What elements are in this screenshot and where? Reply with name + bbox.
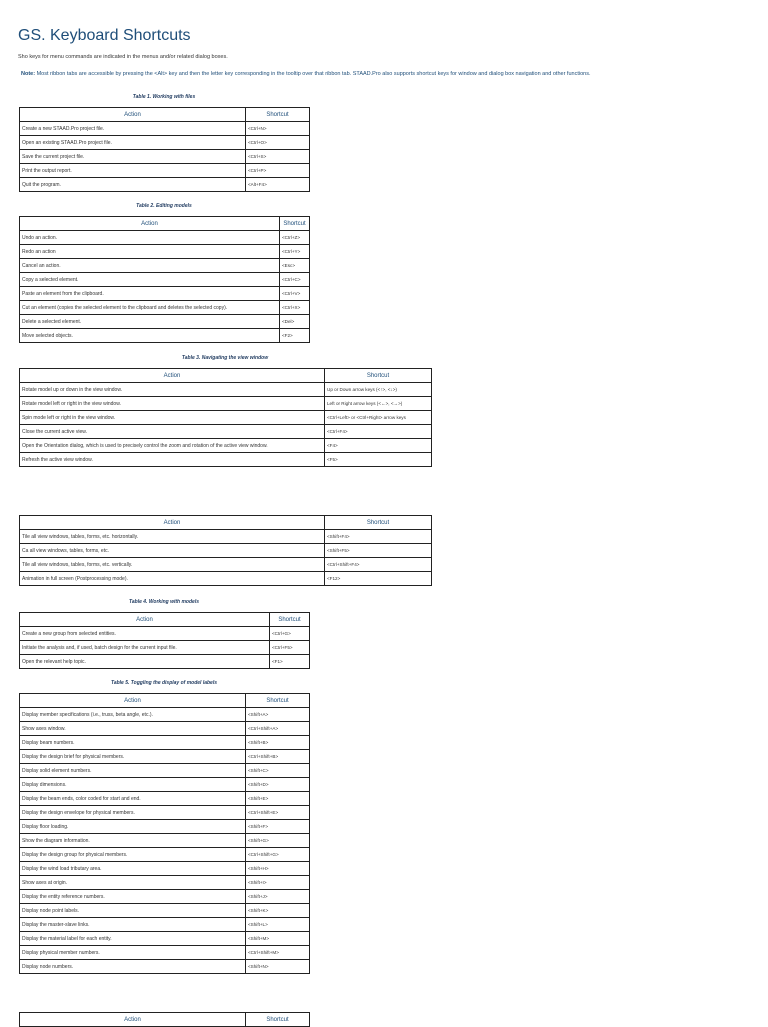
- header-shortcut: Shortcut: [246, 108, 310, 122]
- action-cell: Create a new STAAD.Pro project file.: [20, 122, 246, 136]
- action-cell: Show axes at origin.: [20, 876, 246, 890]
- action-cell: Display the entity reference numbers.: [20, 890, 246, 904]
- action-cell: Ca all view windows, tables, forms, etc.: [20, 544, 325, 558]
- action-cell: Close the current active view.: [20, 425, 325, 439]
- action-cell: Rotate model left or right in the view window.: [20, 397, 325, 411]
- files-table: [19, 107, 310, 192]
- table-row: [20, 946, 310, 960]
- action-cell: Quit the program.: [20, 178, 246, 192]
- action-cell: Show the diagram information.: [20, 834, 246, 848]
- table-row: [20, 627, 310, 641]
- shortcut-cell: <F5>: [325, 453, 432, 467]
- table-row: [20, 820, 310, 834]
- header-action: Action: [20, 613, 270, 627]
- table-row: [20, 329, 310, 343]
- action-cell: Print the output report.: [20, 164, 246, 178]
- shortcut-cell: <Ctrl+F5>: [270, 641, 310, 655]
- shortcut-cell: <Ctrl+Shift+G>: [246, 848, 310, 862]
- table-row: [20, 641, 310, 655]
- table-row: [20, 904, 310, 918]
- shortcut-cell: <Ctrl+N>: [246, 122, 310, 136]
- action-cell: Initiate the analysis and, if used, batch design for the current input file.: [20, 641, 270, 655]
- header-action: Action: [20, 516, 325, 530]
- shortcut-cell: <Shift+N>: [246, 960, 310, 974]
- note-text: Most ribbon tabs are accessible by pressing the <Alt> key and then the letter key corresponding in the tooltip over that ribbon tab. STAAD.Pro also supports shortcut keys for window and dialog box navigation and other functions.: [36, 71, 591, 77]
- table-row: [20, 736, 310, 750]
- note-label: Note:: [21, 71, 36, 77]
- note-paragraph: [21, 71, 590, 77]
- table-row: [20, 383, 432, 397]
- shortcut-cell: <Shift+C>: [246, 764, 310, 778]
- action-cell: Rotate model up or down in the view window.: [20, 383, 325, 397]
- page-title: GS. Keyboard Shortcuts: [18, 27, 191, 44]
- shortcut-cell: <Ctrl+S>: [246, 150, 310, 164]
- table-row: [20, 231, 310, 245]
- table-row: [20, 439, 432, 453]
- shortcut-cell: <Ctrl+Shift+B>: [246, 750, 310, 764]
- shortcut-cell: <Shift+G>: [246, 834, 310, 848]
- header-action: Action: [20, 217, 280, 231]
- table-row: [20, 778, 310, 792]
- shortcut-cell: <Shift+K>: [246, 904, 310, 918]
- table-row: [20, 453, 432, 467]
- table-caption: Table 4. Working with models: [128, 599, 199, 605]
- table-header-row: [20, 694, 310, 708]
- shortcut-cell: <Shift+L>: [246, 918, 310, 932]
- shortcut-cell: <F12>: [325, 572, 432, 586]
- action-cell: Display the design brief for physical members.: [20, 750, 246, 764]
- shortcut-cell: <F2>: [280, 329, 310, 343]
- models-table: [19, 612, 310, 669]
- shortcut-cell: Up or Down arrow keys (<↑>, <↓>): [325, 383, 432, 397]
- header-shortcut: Shortcut: [325, 369, 432, 383]
- shortcut-cell: <Shift+F>: [246, 820, 310, 834]
- action-cell: Display member specifications (i.e., truss, beta angle, etc.).: [20, 708, 246, 722]
- action-cell: Display solid element numbers.: [20, 764, 246, 778]
- action-cell: Refresh the active view window.: [20, 453, 325, 467]
- table-row: [20, 918, 310, 932]
- shortcut-cell: <Ctrl+Shift+M>: [246, 946, 310, 960]
- shortcut-cell: <Del>: [280, 315, 310, 329]
- shortcut-cell: <Shift+M>: [246, 932, 310, 946]
- shortcut-cell: <Ctrl+Y>: [280, 245, 310, 259]
- action-cell: Display dimensions.: [20, 778, 246, 792]
- table-row: [20, 287, 310, 301]
- table-row: [20, 150, 310, 164]
- action-cell: Redo an action: [20, 245, 280, 259]
- shortcut-cell: <Shift+A>: [246, 708, 310, 722]
- continued-table: [19, 1012, 310, 1027]
- action-cell: Tile all view windows, tables, forms, etc. horizontally.: [20, 530, 325, 544]
- action-cell: Tile all view windows, tables, forms, etc. vertically.: [20, 558, 325, 572]
- shortcut-cell: Left or Right arrow keys (<←>, <→>): [325, 397, 432, 411]
- shortcut-cell: <Alt+F4>: [246, 178, 310, 192]
- intro-text: Sho keys for menu commands are indicated in the menus and/or related dialog boxes.: [18, 54, 228, 60]
- table-row: [20, 572, 432, 586]
- shortcut-cell: <Shift+F4>: [325, 530, 432, 544]
- action-cell: Display node numbers.: [20, 960, 246, 974]
- action-cell: Display the design envelope for physical members.: [20, 806, 246, 820]
- action-cell: Display floor loading.: [20, 820, 246, 834]
- table-row: [20, 273, 310, 287]
- action-cell: Save the current project file.: [20, 150, 246, 164]
- header-shortcut: Shortcut: [325, 516, 432, 530]
- table-header-row: [20, 516, 432, 530]
- shortcut-cell: <F4>: [325, 439, 432, 453]
- shortcut-cell: <Esc>: [280, 259, 310, 273]
- shortcut-cell: <Ctrl+F4>: [325, 425, 432, 439]
- table-header-row: [20, 1013, 310, 1027]
- header-action: Action: [20, 694, 246, 708]
- action-cell: Cut an element (copies the selected element to the clipboard and deletes the selected copy).: [20, 301, 280, 315]
- header-action: Action: [20, 1013, 246, 1027]
- table-row: [20, 750, 310, 764]
- table-header-row: [20, 613, 310, 627]
- action-cell: Open the Orientation dialog, which is used to precisely control the zoom and rotation of the active view window.: [20, 439, 325, 453]
- shortcut-cell: <Ctrl+V>: [280, 287, 310, 301]
- table-row: [20, 397, 432, 411]
- action-cell: Display beam numbers.: [20, 736, 246, 750]
- action-cell: Display the wind load tributary area.: [20, 862, 246, 876]
- table-caption: Table 1. Working with files: [132, 94, 196, 100]
- table-row: [20, 301, 310, 315]
- table-row: [20, 890, 310, 904]
- action-cell: Show axes window.: [20, 722, 246, 736]
- shortcut-cell: <Ctrl+Shift+E>: [246, 806, 310, 820]
- action-cell: Paste an element from the clipboard.: [20, 287, 280, 301]
- action-cell: Display the master-slave links.: [20, 918, 246, 932]
- action-cell: Cancel an action.: [20, 259, 280, 273]
- table-header-row: [20, 369, 432, 383]
- table-row: [20, 764, 310, 778]
- table-row: [20, 960, 310, 974]
- table-row: [20, 876, 310, 890]
- shortcut-cell: <Shift+F5>: [325, 544, 432, 558]
- table-caption: Table 5. Toggling the display of model labels: [110, 680, 218, 686]
- table-row: [20, 806, 310, 820]
- window-table: [19, 515, 432, 586]
- table-row: [20, 792, 310, 806]
- header-shortcut: Shortcut: [246, 1013, 310, 1027]
- table-row: [20, 164, 310, 178]
- shortcut-cell: <Shift+B>: [246, 736, 310, 750]
- header-action: Action: [20, 369, 325, 383]
- shortcut-cell: <Ctrl+C>: [280, 273, 310, 287]
- shortcut-cell: <Ctrl+Z>: [280, 231, 310, 245]
- table-row: [20, 708, 310, 722]
- action-cell: Display the beam ends, color coded for start and end.: [20, 792, 246, 806]
- table-row: [20, 178, 310, 192]
- action-cell: Display the material label for each entity.: [20, 932, 246, 946]
- shortcut-cell: <Shift+E>: [246, 792, 310, 806]
- table-header-row: [20, 108, 310, 122]
- shortcut-cell: <F1>: [270, 655, 310, 669]
- header-shortcut: Shortcut: [246, 694, 310, 708]
- header-shortcut: Shortcut: [280, 217, 310, 231]
- shortcut-cell: <Ctrl+P>: [246, 164, 310, 178]
- action-cell: Display the design group for physical members.: [20, 848, 246, 862]
- header-shortcut: Shortcut: [270, 613, 310, 627]
- table-row: [20, 425, 432, 439]
- action-cell: Open an existing STAAD.Pro project file.: [20, 136, 246, 150]
- navigation-table: [19, 368, 432, 467]
- editing-table: [19, 216, 310, 343]
- shortcut-cell: <Shift+H>: [246, 862, 310, 876]
- action-cell: Delete a selected element.: [20, 315, 280, 329]
- table-row: [20, 722, 310, 736]
- table-row: [20, 122, 310, 136]
- action-cell: Create a new group from selected entities.: [20, 627, 270, 641]
- action-cell: Animation in full screen (Postprocessing mode).: [20, 572, 325, 586]
- action-cell: Spin mode left or right in the view window.: [20, 411, 325, 425]
- table-row: [20, 655, 310, 669]
- table-caption: Table 2. Editing models: [136, 203, 192, 209]
- table-row: [20, 530, 432, 544]
- header-action: Action: [20, 108, 246, 122]
- table-header-row: [20, 217, 310, 231]
- table-row: [20, 862, 310, 876]
- shortcut-cell: <Shift+J>: [246, 890, 310, 904]
- action-cell: Display node point labels.: [20, 904, 246, 918]
- shortcut-cell: <Shift+I>: [246, 876, 310, 890]
- table-row: [20, 136, 310, 150]
- action-cell: Undo an action.: [20, 231, 280, 245]
- table-row: [20, 932, 310, 946]
- action-cell: Open the relevant help topic.: [20, 655, 270, 669]
- table-row: [20, 259, 310, 273]
- table-row: [20, 315, 310, 329]
- table-row: [20, 848, 310, 862]
- shortcut-cell: <Ctrl+X>: [280, 301, 310, 315]
- shortcut-cell: <Ctrl+G>: [270, 627, 310, 641]
- table-row: [20, 245, 310, 259]
- table-row: [20, 411, 432, 425]
- table-caption: Table 3. Navigating the view window: [181, 355, 269, 361]
- shortcut-cell: <Ctrl+Shift+F4>: [325, 558, 432, 572]
- table-row: [20, 558, 432, 572]
- labels-table: [19, 693, 310, 974]
- action-cell: Copy a selected element.: [20, 273, 280, 287]
- shortcut-cell: <Ctrl+Left> or <Ctrl+Right> arrow keys: [325, 411, 432, 425]
- shortcut-cell: <Ctrl+O>: [246, 136, 310, 150]
- table-row: [20, 544, 432, 558]
- action-cell: Display physical member numbers.: [20, 946, 246, 960]
- shortcut-cell: <Shift+D>: [246, 778, 310, 792]
- action-cell: Move selected objects.: [20, 329, 280, 343]
- table-row: [20, 834, 310, 848]
- shortcut-cell: <Ctrl+Shift+A>: [246, 722, 310, 736]
